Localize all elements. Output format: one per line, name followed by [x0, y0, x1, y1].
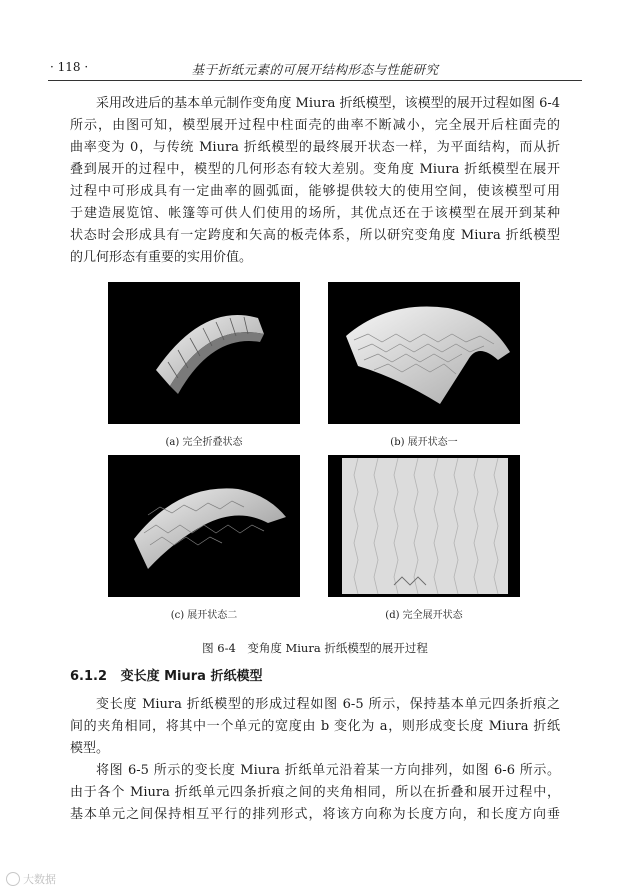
- folded-model-image: [108, 282, 300, 424]
- text-line: 采用改进后的基本单元制作变角度 Miura 折纸模型，该模型的展开过程如图 6-4: [96, 96, 560, 111]
- unfolded-model-1-image: [328, 282, 520, 424]
- text-line: 过程中可形成具有一定曲率的圆弧面，能够提供较大的使用空间，使该模型可用: [70, 184, 560, 199]
- running-header: [48, 58, 582, 80]
- text-line: 间的夹角相同，将其中一个单元的宽度由 b 变化为 a，则形成变长度 Miura 折纸: [70, 719, 560, 734]
- section-title: 变长度 Miura 折纸模型: [120, 669, 263, 684]
- subcaption-c: (c) 展开状态二: [170, 610, 238, 621]
- photo-unfolded-state-2: [108, 455, 300, 597]
- subcaption-b: (b) 展开状态一: [390, 437, 458, 448]
- section-heading: [70, 665, 262, 684]
- watermark: [6, 871, 56, 887]
- watermark-logo-icon: [6, 872, 20, 886]
- text-line: 于建造展览馆、帐篷等可供人们使用的场所，其优点还在于该模型在展开到某种: [70, 206, 560, 221]
- body-paragraph-2: [70, 694, 560, 760]
- text-line: 由于各个 Miura 折纸单元四条折痕之间的夹角相同，所以在折叠和展开过程中，: [70, 785, 560, 800]
- watermark-text: 大数据: [23, 873, 56, 886]
- text-line: 状态时会形成具有一定跨度和矢高的板壳体系，所以研究变角度 Miura 折纸模型: [70, 228, 560, 243]
- text-line: 基本单元之间保持相互平行的排列形式，将该方向称为长度方向，和长度方向垂: [70, 807, 560, 822]
- header-rule: [48, 80, 582, 81]
- unfolded-model-2-image: [108, 455, 300, 597]
- photo-unfolded-state-1: [328, 282, 520, 424]
- fully-unfolded-model-image: [328, 455, 520, 597]
- text-line: 模型。: [70, 741, 110, 756]
- section-number: 6.1.2: [70, 669, 108, 684]
- body-paragraph-3: [70, 760, 560, 826]
- text-line: 变长度 Miura 折纸模型的形成过程如图 6-5 所示，保持基本单元四条折痕之: [96, 697, 560, 712]
- figure-caption: 图 6-4 变角度 Miura 折纸模型的展开过程: [202, 641, 428, 655]
- photo-fully-unfolded: [328, 455, 520, 597]
- running-title: 基于折纸元素的可展开结构形态与性能研究: [191, 62, 439, 77]
- subcaption-a: (a) 完全折叠状态: [165, 437, 243, 448]
- text-line: 的几何形态有重要的实用价值。: [70, 250, 253, 265]
- body-paragraph-1: [70, 93, 560, 269]
- text-line: 将图 6-5 所示的变长度 Miura 折纸单元沿着某一方向排列，如图 6-6 所示。: [96, 763, 560, 778]
- subcaption-d: (d) 完全展开状态: [385, 610, 463, 621]
- text-line: 所示，由图可知，模型展开过程中柱面壳的曲率不断减小，完全展开后柱面壳的: [70, 118, 560, 133]
- text-line: 叠到展开的过程中，模型的几何形态有较大差别。变角度 Miura 折纸模型在展开: [70, 162, 560, 177]
- page-number: · 118 ·: [50, 60, 89, 74]
- text-line: 曲率变为 0，与传统 Miura 折纸模型的最终展开状态一样，为平面结构，而从折: [70, 140, 560, 155]
- photo-folded-state: [108, 282, 300, 424]
